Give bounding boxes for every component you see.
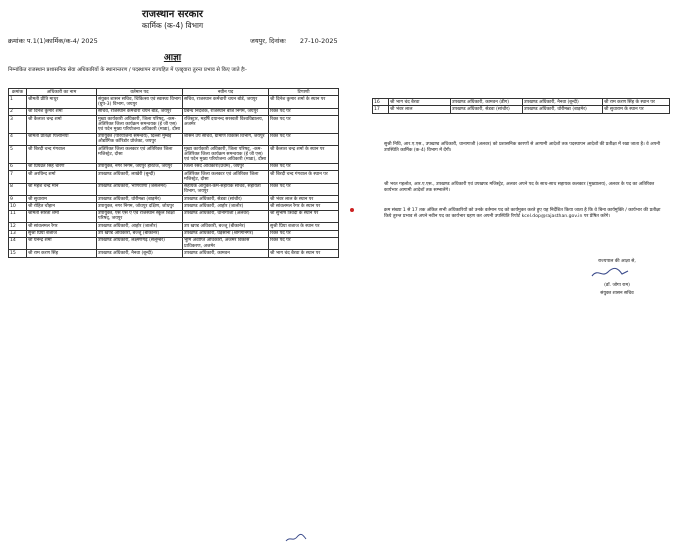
cell-no: 15: [9, 250, 27, 257]
cell-new: उपखण्ड अधिकारी, धोरीमन्ना (बाड़मेर): [523, 106, 603, 113]
cell-current: उपायुक्त, नगर निगम, जयपुर हैरिटेज, जयपुर: [97, 163, 183, 170]
cell-name: श्री भंवर लाल: [389, 106, 451, 113]
cell-name: श्री अरविन्द शर्मा: [27, 171, 97, 183]
cell-no: 2: [9, 108, 27, 115]
cell-new: उपखण्ड अधिकारी, घड़साना (श्रीगंगानगर): [183, 230, 269, 237]
table-row: [9, 237, 339, 249]
cell-remark: श्री दिनेश कुमार शर्मा के स्थान पर: [269, 96, 339, 108]
transfer-table-continued: [372, 98, 670, 114]
cell-name: श्री सांवलमल रैगर: [27, 223, 97, 230]
cell-no: 11: [9, 210, 27, 222]
cell-new: सहायक आयुक्त-कम-सहायक सचिव, सहायता विभाग, जयपुर: [183, 183, 269, 195]
cell-remark: रिक्त पद पर: [269, 133, 339, 145]
cell-no: 3: [9, 116, 27, 134]
cell-no: 17: [373, 106, 389, 113]
cell-no: 6: [9, 163, 27, 170]
header-current-post: वर्तमान पद: [97, 89, 183, 96]
cell-name: श्री राम करण सिंह: [27, 250, 97, 257]
cell-no: 12: [9, 223, 27, 230]
table-row: [9, 230, 339, 237]
cell-current: उपखण्ड अधिकारी, आहोर (जालौर): [97, 223, 183, 230]
cell-remark: श्री बिरदी चन्द गंगवाल के स्थान पर: [269, 171, 339, 183]
cell-remark: रिक्त पद पर: [269, 230, 339, 237]
table-row: [9, 108, 339, 115]
cell-no: 1: [9, 96, 27, 108]
cell-new: जिला रसद अधिकारी(प्रथम), जयपुर: [183, 163, 269, 170]
cell-no: 5: [9, 146, 27, 164]
table-row: [9, 116, 339, 134]
header-new-post: नवीन पद: [183, 89, 269, 96]
cell-new: उपखण्ड अधिकारी, थानागाजी (अलवर): [183, 210, 269, 222]
cell-name: श्री कैलाश चन्द्र शर्मा: [27, 116, 97, 134]
table-row: [9, 196, 339, 203]
note-join-instruction: क्रम संख्या 1 से 17 तक अंकित सभी अधिकारियों को उनके वर्तमान पद को कार्यमुक्त करते हुए यह निर्देशित किया जाता है कि वे बिना कार्यमुक्ति / कार्यभार की प्रतीक्षा किये तुरन्त प्रभाव से अपने नवीन पद का कार्यभार ग्रहण कर अपनी उपस्थिति रिपोर्ट kcel.dop@rajasthan.gov.in पर प्रेषित करेंगे।: [384, 208, 661, 219]
cell-no: 9: [9, 196, 27, 203]
signature-mark: [590, 266, 630, 280]
cell-current: उपखण्ड अधिकारी, लक्ष्मणगढ़ (सलूम्बर): [97, 237, 183, 249]
cell-current: उपखण्ड अधिकारी, धोरीमन्ना (बाड़मेर): [97, 196, 183, 203]
place-date-label: जयपुर, दिनांकः: [250, 37, 286, 45]
cell-current: अतिरिक्त जिला कलक्टर एवं अतिरिक्त जिला मजिस्ट्रेट, दौसा: [97, 146, 183, 164]
table-row: [9, 133, 339, 145]
order-number: क्रमांकः प.1(1)कार्मिक/क-4/ 2025: [8, 37, 98, 45]
governor-order-line: राज्यपाल की आज्ञा से,: [598, 259, 636, 264]
cell-new: उपखण्ड अधिकारी, कामवन: [183, 250, 269, 257]
cell-no: 7: [9, 171, 27, 183]
cell-remark: श्री भाग चंद बैरवा के स्थान पर: [269, 250, 339, 257]
cell-remark: रिक्त पद पर: [269, 163, 339, 170]
note-waiting-posting: सुश्री निधि, आर.ए.एस., उपखण्ड अधिकारी, थानागाजी (अलवर) को प्रशासनिक कारणों से आगामी आदेशों तक पदस्थापन आदेशों की प्रतीक्षा में रखा जाता है। वे अपनी उपस्थिति कार्मिक (क-4) विभाग में देंगी।: [384, 142, 661, 153]
cell-remark: रिक्त पद पर: [269, 237, 339, 249]
cell-current: मुख्य कार्यकारी अधिकारी, जिला परिषद्, -कम- अतिरिक्त जिला कार्यक्रम समन्वयक (ई जी एस) एवं पदेन मुख्य परियोजना अधिकारी (माडा), दौसा: [97, 116, 183, 134]
government-title: राजस्थान सरकार: [141, 9, 203, 20]
cell-remark: श्री सांवलमल रैगर के स्थान पर: [269, 203, 339, 210]
cell-current: उपायुक्त, नगर निगम, जोधपुर दक्षिण, जोधपुर: [97, 203, 183, 210]
table-row: [9, 163, 339, 170]
cell-remark: श्री सुधाराम के स्थान पर: [603, 106, 670, 113]
cell-no: 10: [9, 203, 27, 210]
cell-current: उपखण्ड अधिकारी, नैनवा (बून्दी): [97, 250, 183, 257]
cell-new: उपखण्ड अधिकारी, नैनवा (बून्दी): [523, 99, 603, 106]
place-date: [250, 36, 338, 45]
cell-name: श्री सुधाराम: [27, 196, 97, 203]
cell-name: श्री प्रियव्रत सिंह चारण: [27, 163, 97, 170]
cell-current: उपखण्ड अधिकारी, लाखेरी (बून्दी): [97, 171, 183, 183]
cell-new: प्रबन्ध निदेशक, राजस्थान बीज निगम, जयपुर: [183, 108, 269, 115]
signatory-name: (डॉ. जोगा राम): [604, 283, 630, 288]
cell-new: उपखण्ड अधिकारी, सेडवा (सांचौर): [183, 196, 269, 203]
cell-no: 8: [9, 183, 27, 195]
cell-current: संयुक्त शासन सचिव, चिकित्सा एवं स्वास्थ्य विभाग (ग्रुप-3) विभाग, जयपुर: [98, 96, 181, 108]
table-header-row: [9, 89, 339, 96]
cell-no: 13: [9, 230, 27, 237]
cell-new: उप खण्ड अधिकारी, बज्जू (बीकानेर): [183, 223, 269, 230]
cell-current: उपखण्ड अधिकारी, सेडवा (सांचौर): [451, 106, 523, 113]
table-body-continued: [373, 99, 670, 114]
cell-new: मुख्य कार्यकारी अधिकारी, जिला परिषद्, -कम- अतिरिक्त जिला कार्यक्रम समन्वयक (ई जी एस) एवं पदेन मुख्य परियोजना अधिकारी (माडा), दौसा: [183, 146, 269, 164]
table-row: [373, 106, 670, 113]
cell-name: श्रीमती सरिता शर्मा: [27, 210, 97, 222]
header-name: अधिकारी का नाम: [27, 89, 97, 96]
table-body: [9, 96, 339, 257]
transfer-table: [8, 88, 339, 258]
cell-name: श्री महेश चन्द्र मान: [27, 183, 97, 195]
cell-name: श्री दिनेश कुमार शर्मा: [27, 108, 97, 115]
cell-remark: रिक्त पद पर: [269, 183, 339, 195]
cell-remark: श्री कैलाश चन्द्र शर्मा के स्थान पर: [269, 146, 339, 164]
cell-remark: सुश्री प्रिया बजाज के स्थान पर: [269, 223, 339, 230]
order-title: आज्ञा: [163, 53, 182, 63]
intro-text: निम्नांकित राजस्थान प्रशासनिक सेवा अधिकारियों के स्थानान्तरण / पदस्थापन राज्यहित में एतद्द्वारा तुरन्त प्रभाव से किए जाते हैः-: [8, 67, 247, 73]
initials-mark: [285, 532, 307, 544]
cell-name: श्री घनेन्द्र शर्मा: [27, 237, 97, 249]
note-additional-charge: श्री भरत गहलोत, आर.ए.एस., उपखण्ड अधिकारी एवं उपखण्ड मजिस्ट्रेट, अलवर अपने पद के साथ-साथ सहायक कलक्टर (मुख्यालय), अलवर के पद का अतिरिक्त कार्यभार आगामी आदेशों तक सम्भालेंगे।: [384, 182, 655, 193]
table-row: [9, 210, 339, 222]
department-title: कार्मिक (क-4) विभाग: [141, 21, 204, 30]
cell-no: 16: [373, 99, 389, 106]
table-row: [9, 203, 339, 210]
table-row: [9, 146, 339, 164]
header-remark: टिप्पणी: [269, 89, 339, 96]
cell-name: सुश्री प्रिया बजाज: [27, 230, 97, 237]
order-page-2: [362, 90, 682, 390]
table-row: [9, 250, 339, 257]
table-row: [373, 99, 670, 106]
cell-name: श्री भाग चंद बैरवा: [389, 99, 451, 106]
table-row: [9, 183, 339, 195]
cell-new: उपखण्ड अधिकारी, आहोर (जालौर): [183, 203, 269, 210]
header-serial: क्रमांक: [9, 89, 27, 96]
cell-name: श्री बिरदी चन्द गंगवाल: [27, 146, 97, 164]
cell-new: सचिव, राजस्थान कर्मचारी चयन बोर्ड, जयपुर: [183, 96, 269, 108]
table-row: [9, 171, 339, 183]
cell-remark: श्री सुभाष त्रिवेदी के स्थान पर: [269, 210, 339, 222]
red-mark-dot: [350, 208, 354, 212]
table-row: [9, 223, 339, 230]
cell-name: श्रीमती प्रीति माथुर: [27, 96, 97, 108]
cell-current: सचिव, राजस्थान कर्मचारी चयन बोर्ड, जयपुर: [97, 108, 183, 115]
table-row: [9, 96, 339, 108]
cell-remark: रिक्त पद पर: [269, 116, 339, 134]
cell-new: रजिस्ट्रार, महर्षि दयानन्द सरस्वती विश्वविद्यालय, अजमेर: [183, 116, 269, 134]
cell-new: अतिरिक्त जिला कलक्टर एवं अतिरिक्त जिला मजिस्ट्रेट, दौसा: [183, 171, 269, 183]
cell-new: शासन उप सचिव, ग्रामीण विकास विभाग, जयपुर: [183, 133, 269, 145]
cell-new: भूमि अवाप्ति अधिकारी, अजमेर विकास प्राधिकरण, अजमेर: [183, 237, 269, 249]
signatory-designation: संयुक्त शासन सचिव: [600, 291, 634, 296]
cell-current: उपखण्ड अधिकारी, भणियाणा (जैसलमेर): [97, 183, 183, 195]
cell-name: श्रीमती प्रतिक्षा पिलानिया: [27, 133, 97, 145]
cell-current: उप खण्ड अधिकारी, बज्जू (बीकानेर): [97, 230, 183, 237]
cell-current: उपखण्ड अधिकारी, कामवन (डीग): [451, 99, 523, 106]
cell-remark: रिक्त पद पर: [269, 108, 339, 115]
cell-remark: श्री राम करण सिंह के स्थान पर: [603, 99, 670, 106]
cell-remark: श्री भंवर लाल के स्थान पर: [269, 196, 339, 203]
cell-current: उपायुक्त, एस एस ए एवं राजस्थान स्कूल शिक्षा परिषद्, जयपुर: [97, 210, 183, 222]
cell-no: 4: [9, 133, 27, 145]
order-date: 27-10-2025: [299, 37, 338, 45]
cell-name: श्री रोहित चौहान: [27, 203, 97, 210]
cell-no: 14: [9, 237, 27, 249]
cell-current: उपायुक्त (परियोजना समन्वय), दिल्ली मुम्बई औद्योगिक कॉरिडोर प्रोजेक्ट, जयपुर: [97, 133, 183, 145]
